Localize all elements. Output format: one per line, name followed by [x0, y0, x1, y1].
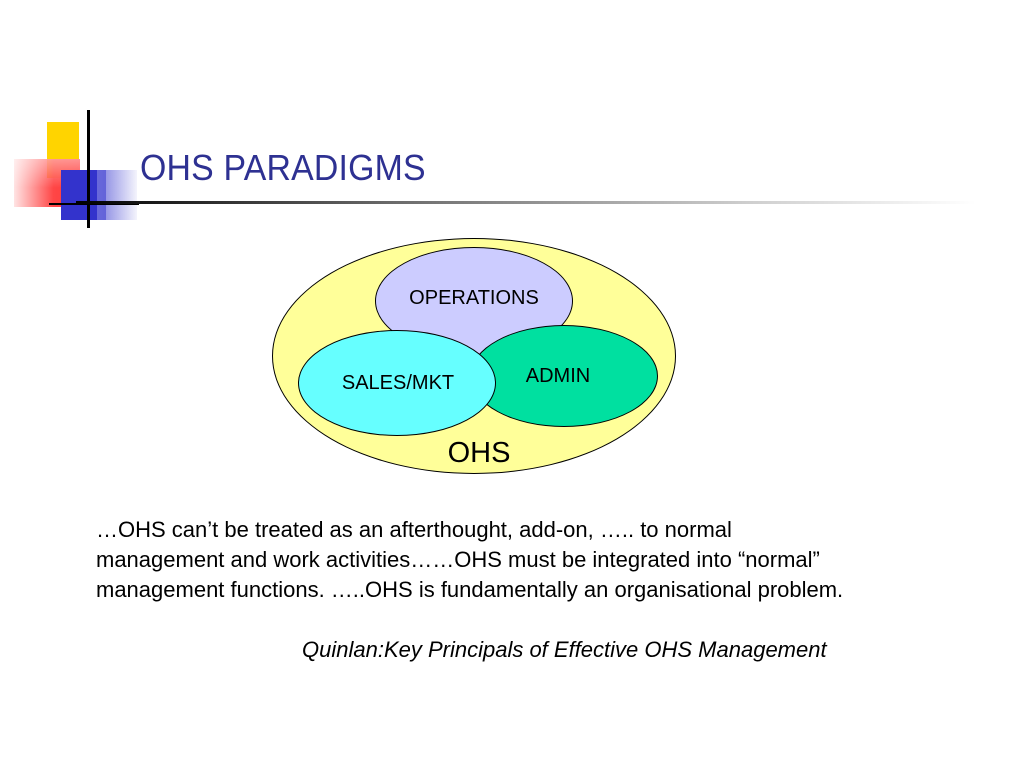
citation: Quinlan:Key Principals of Effective OHS Management	[302, 637, 827, 662]
admin-label: ADMIN	[525, 365, 591, 387]
operations-label: OPERATIONS	[409, 287, 539, 309]
quote-line: management and work activities……OHS must be integrated into “normal”	[96, 547, 820, 572]
quote-line: …OHS can’t be treated as an afterthought, add-on, ….. to normal	[96, 517, 732, 542]
ohs-label: OHS	[447, 437, 511, 469]
sales-label: SALES/MKT	[341, 372, 455, 394]
quote-paragraph	[96, 515, 976, 605]
slide-title: OHS PARADIGMS	[140, 147, 426, 188]
quote-line: management functions. …..OHS is fundamentally an organisational problem.	[96, 577, 844, 602]
